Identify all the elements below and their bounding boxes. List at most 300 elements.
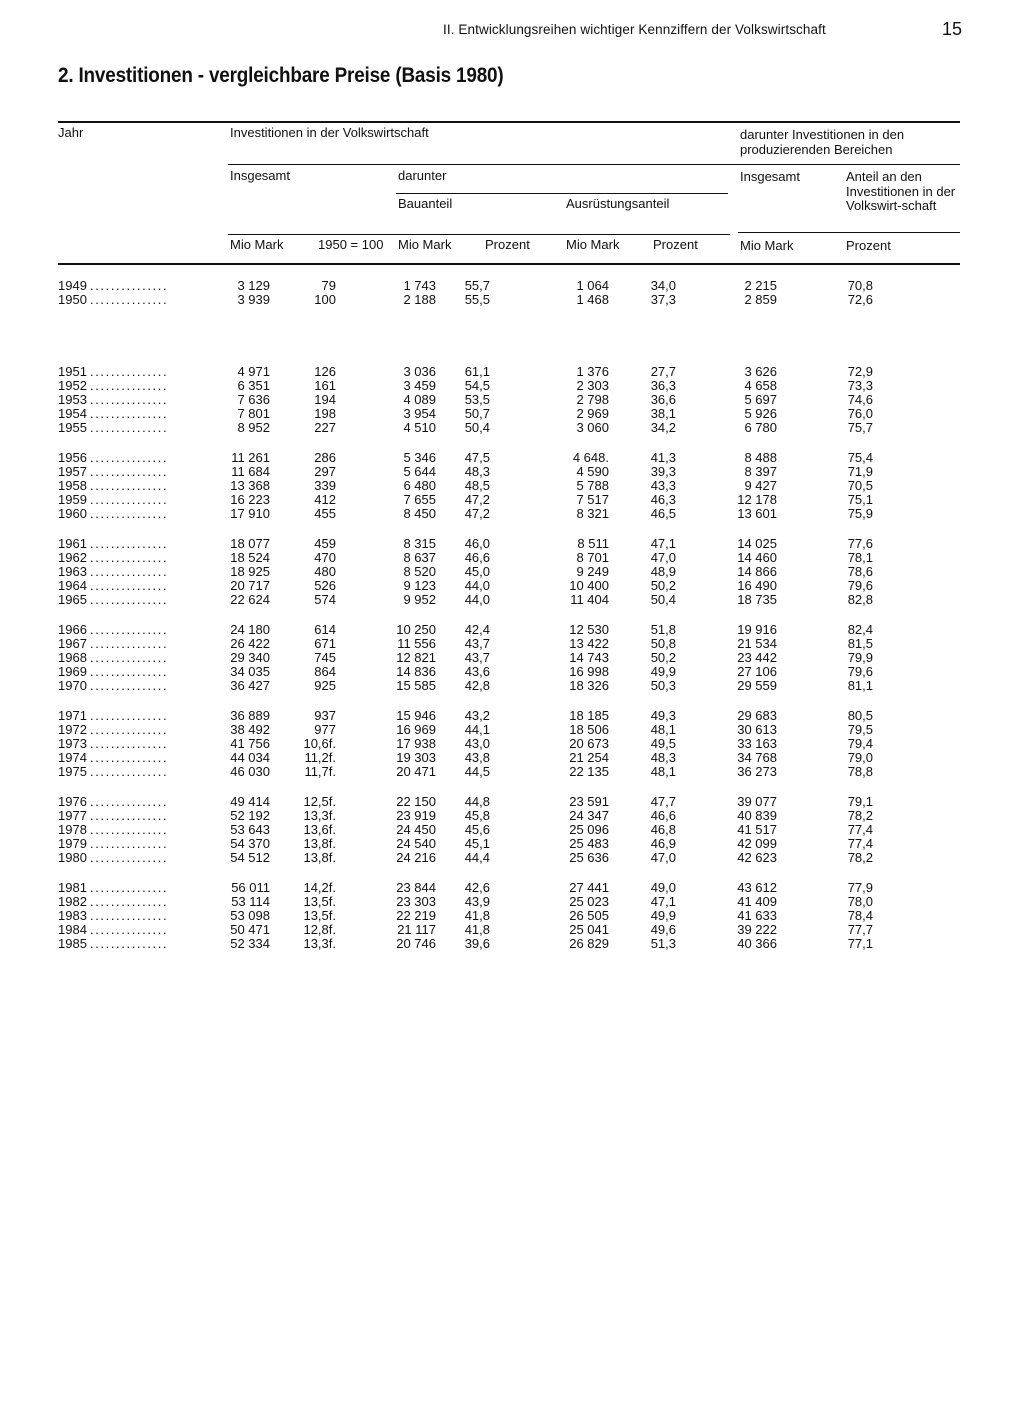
year-cell: 1951: [58, 364, 87, 379]
index-1950-cell: 864: [314, 664, 336, 679]
produzierend-insgesamt-cell: 14 025: [737, 536, 777, 551]
index-1950-cell: 79: [321, 278, 336, 293]
ausruestung-mio-mark-cell: 8 701: [576, 550, 609, 565]
unit-mio-mark-produzierend: Mio Mark: [740, 238, 794, 253]
bauanteil-prozent-cell: 47,5: [464, 450, 490, 465]
table-row: [0, 407, 1024, 421]
bauanteil-mio-mark-cell: 4 510: [403, 420, 436, 435]
investitionen-insgesamt-cell: 53 643: [230, 822, 270, 837]
row-group: [0, 451, 1024, 537]
produzierend-insgesamt-cell: 8 397: [744, 464, 777, 479]
ausruestung-prozent-cell: 50,4: [650, 592, 676, 607]
table-row: [0, 479, 1024, 493]
bauanteil-mio-mark-cell: 4 089: [403, 392, 436, 407]
produzierend-insgesamt-cell: 8 488: [744, 450, 777, 465]
bauanteil-prozent-cell: 44,4: [464, 850, 490, 865]
ausruestung-mio-mark-cell: 3 060: [576, 420, 609, 435]
anteil-prozent-cell: 79,6: [847, 578, 873, 593]
dot-leader: ...............: [90, 850, 169, 865]
index-1950-cell: 937: [314, 708, 336, 723]
anteil-prozent-cell: 77,4: [847, 822, 873, 837]
table-row: [0, 451, 1024, 465]
ausruestung-mio-mark-cell: 18 326: [569, 678, 609, 693]
index-1950-cell: 12,8f.: [303, 922, 336, 937]
bauanteil-mio-mark-cell: 22 150: [396, 794, 436, 809]
bauanteil-mio-mark-cell: 3 036: [403, 364, 436, 379]
ausruestung-mio-mark-cell: 2 969: [576, 406, 609, 421]
table-row: [0, 537, 1024, 551]
ausruestung-prozent-cell: 48,1: [650, 764, 676, 779]
header-darunter: darunter: [398, 168, 447, 183]
bauanteil-mio-mark-cell: 5 346: [403, 450, 436, 465]
investitionen-insgesamt-cell: 44 034: [230, 750, 270, 765]
table-body: [0, 279, 1024, 967]
bauanteil-prozent-cell: 44,1: [464, 722, 490, 737]
table-top-rule: [58, 121, 960, 123]
dot-leader: ...............: [90, 492, 169, 507]
anteil-prozent-cell: 77,6: [847, 536, 873, 551]
ausruestung-mio-mark-cell: 8 511: [577, 536, 609, 551]
unit-index-1950: 1950 = 100: [318, 237, 384, 252]
bauanteil-prozent-cell: 42,4: [464, 622, 490, 637]
bauanteil-prozent-cell: 50,4: [464, 420, 490, 435]
bauanteil-mio-mark-cell: 21 117: [397, 922, 436, 937]
ausruestung-prozent-cell: 49,5: [650, 736, 676, 751]
dot-leader: ...............: [90, 894, 169, 909]
bauanteil-mio-mark-cell: 8 520: [403, 564, 436, 579]
produzierend-insgesamt-cell: 19 916: [737, 622, 777, 637]
investitionen-insgesamt-cell: 53 098: [230, 908, 270, 923]
table-row: [0, 937, 1024, 951]
index-1950-cell: 286: [314, 450, 336, 465]
bauanteil-mio-mark-cell: 10 250: [396, 622, 436, 637]
row-group: [0, 881, 1024, 967]
year-cell: 1963: [58, 564, 87, 579]
unit-mio-mark-insgesamt: Mio Mark: [230, 237, 284, 252]
index-1950-cell: 13,3f.: [303, 808, 336, 823]
rule-under-darunter: [396, 193, 728, 194]
produzierend-insgesamt-cell: 29 683: [737, 708, 777, 723]
produzierend-insgesamt-cell: 41 633: [737, 908, 777, 923]
table-row: [0, 737, 1024, 751]
year-cell: 1952: [58, 378, 87, 393]
year-cell: 1970: [58, 678, 87, 693]
investitionen-insgesamt-cell: 18 077: [230, 536, 270, 551]
ausruestung-prozent-cell: 47,1: [650, 536, 676, 551]
dot-leader: ...............: [90, 922, 169, 937]
produzierend-insgesamt-cell: 12 178: [737, 492, 777, 507]
dot-leader: ...............: [90, 392, 169, 407]
dot-leader: ...............: [90, 636, 169, 651]
ausruestung-mio-mark-cell: 26 829: [569, 936, 609, 951]
bauanteil-prozent-cell: 48,3: [464, 464, 490, 479]
year-cell: 1960: [58, 506, 87, 521]
ausruestung-prozent-cell: 37,3: [650, 292, 676, 307]
bauanteil-prozent-cell: 45,1: [464, 836, 490, 851]
table-row: [0, 637, 1024, 651]
investitionen-insgesamt-cell: 26 422: [230, 636, 270, 651]
index-1950-cell: 13,8f.: [303, 850, 336, 865]
dot-leader: ...............: [90, 764, 169, 779]
ausruestung-prozent-cell: 34,0: [650, 278, 676, 293]
bauanteil-prozent-cell: 46,0: [464, 536, 490, 551]
ausruestung-mio-mark-cell: 25 636: [569, 850, 609, 865]
produzierend-insgesamt-cell: 6 780: [744, 420, 777, 435]
running-head: II. Entwicklungsreihen wichtiger Kennziffern der Volkswirtschaft: [443, 22, 826, 37]
year-cell: 1978: [58, 822, 87, 837]
investitionen-insgesamt-cell: 11 261: [231, 450, 270, 465]
investitionen-insgesamt-cell: 24 180: [230, 622, 270, 637]
year-cell: 1955: [58, 420, 87, 435]
anteil-prozent-cell: 78,0: [847, 894, 873, 909]
table-row: [0, 279, 1024, 293]
table-row: [0, 851, 1024, 865]
anteil-prozent-cell: 72,6: [847, 292, 873, 307]
dot-leader: ...............: [90, 550, 169, 565]
bauanteil-prozent-cell: 43,7: [464, 636, 490, 651]
year-cell: 1972: [58, 722, 87, 737]
index-1950-cell: 13,5f.: [303, 908, 336, 923]
table-row: [0, 823, 1024, 837]
investitionen-insgesamt-cell: 54 512: [230, 850, 270, 865]
investitionen-insgesamt-cell: 22 624: [230, 592, 270, 607]
index-1950-cell: 455: [314, 506, 336, 521]
produzierend-insgesamt-cell: 14 460: [737, 550, 777, 565]
year-cell: 1981: [58, 880, 87, 895]
ausruestung-mio-mark-cell: 2 303: [576, 378, 609, 393]
bauanteil-prozent-cell: 44,5: [464, 764, 490, 779]
bauanteil-prozent-cell: 41,8: [464, 922, 490, 937]
investitionen-insgesamt-cell: 3 129: [237, 278, 270, 293]
bauanteil-prozent-cell: 45,0: [464, 564, 490, 579]
anteil-prozent-cell: 82,8: [847, 592, 873, 607]
bauanteil-mio-mark-cell: 8 315: [403, 536, 436, 551]
dot-leader: ...............: [90, 464, 169, 479]
anteil-prozent-cell: 72,9: [847, 364, 873, 379]
header-insgesamt-produzierend: Insgesamt: [740, 169, 800, 184]
investitionen-insgesamt-cell: 54 370: [230, 836, 270, 851]
year-cell: 1959: [58, 492, 87, 507]
table-row: [0, 809, 1024, 823]
ausruestung-mio-mark-cell: 25 096: [569, 822, 609, 837]
header-bauanteil: Bauanteil: [398, 196, 453, 211]
ausruestung-mio-mark-cell: 10 400: [569, 578, 609, 593]
bauanteil-mio-mark-cell: 15 946: [396, 708, 436, 723]
index-1950-cell: 198: [314, 406, 336, 421]
ausruestung-prozent-cell: 47,7: [650, 794, 676, 809]
year-cell: 1974: [58, 750, 87, 765]
index-1950-cell: 470: [314, 550, 336, 565]
year-cell: 1980: [58, 850, 87, 865]
investitionen-insgesamt-cell: 52 334: [230, 936, 270, 951]
bauanteil-prozent-cell: 43,2: [464, 708, 490, 723]
ausruestung-prozent-cell: 51,8: [650, 622, 676, 637]
produzierend-insgesamt-cell: 42 623: [737, 850, 777, 865]
investitionen-insgesamt-cell: 6 351: [237, 378, 270, 393]
dot-leader: ...............: [90, 808, 169, 823]
ausruestung-prozent-cell: 46,6: [650, 808, 676, 823]
dot-leader: ...............: [90, 936, 169, 951]
ausruestung-prozent-cell: 38,1: [650, 406, 676, 421]
ausruestung-prozent-cell: 46,3: [650, 492, 676, 507]
table-row: [0, 565, 1024, 579]
anteil-prozent-cell: 79,5: [847, 722, 873, 737]
bauanteil-mio-mark-cell: 8 637: [403, 550, 436, 565]
bauanteil-mio-mark-cell: 9 952: [403, 592, 436, 607]
ausruestung-prozent-cell: 49,9: [650, 908, 676, 923]
bauanteil-mio-mark-cell: 19 303: [396, 750, 436, 765]
ausruestung-prozent-cell: 50,8: [650, 636, 676, 651]
anteil-prozent-cell: 77,7: [847, 922, 873, 937]
dot-leader: ...............: [90, 406, 169, 421]
bauanteil-prozent-cell: 43,6: [464, 664, 490, 679]
ausruestung-prozent-cell: 48,9: [650, 564, 676, 579]
bauanteil-prozent-cell: 48,5: [464, 478, 490, 493]
dot-leader: ...............: [90, 822, 169, 837]
produzierend-insgesamt-cell: 42 099: [737, 836, 777, 851]
year-cell: 1966: [58, 622, 87, 637]
investitionen-insgesamt-cell: 36 889: [230, 708, 270, 723]
year-cell: 1956: [58, 450, 87, 465]
produzierend-insgesamt-cell: 18 735: [737, 592, 777, 607]
table-row: [0, 923, 1024, 937]
bauanteil-prozent-cell: 39,6: [464, 936, 490, 951]
dot-leader: ...............: [90, 736, 169, 751]
bauanteil-mio-mark-cell: 3 459: [403, 378, 436, 393]
table-row: [0, 679, 1024, 693]
table-row: [0, 881, 1024, 895]
bauanteil-mio-mark-cell: 5 644: [403, 464, 436, 479]
anteil-prozent-cell: 74,6: [847, 392, 873, 407]
index-1950-cell: 574: [314, 592, 336, 607]
ausruestung-mio-mark-cell: 9 249: [576, 564, 609, 579]
table-row: [0, 593, 1024, 607]
index-1950-cell: 745: [314, 650, 336, 665]
bauanteil-mio-mark-cell: 11 556: [397, 636, 436, 651]
ausruestung-prozent-cell: 47,0: [650, 550, 676, 565]
ausruestung-mio-mark-cell: 8 321: [576, 506, 609, 521]
bauanteil-mio-mark-cell: 23 844: [396, 880, 436, 895]
investitionen-insgesamt-cell: 53 114: [231, 894, 270, 909]
bauanteil-mio-mark-cell: 8 450: [403, 506, 436, 521]
anteil-prozent-cell: 73,3: [847, 378, 873, 393]
index-1950-cell: 412: [314, 492, 336, 507]
ausruestung-mio-mark-cell: 20 673: [569, 736, 609, 751]
anteil-prozent-cell: 77,1: [847, 936, 873, 951]
index-1950-cell: 11,7f.: [304, 764, 336, 779]
bauanteil-prozent-cell: 55,5: [464, 292, 490, 307]
index-1950-cell: 671: [314, 636, 336, 651]
ausruestung-mio-mark-cell: 1 376: [576, 364, 609, 379]
bauanteil-prozent-cell: 42,6: [464, 880, 490, 895]
investitionen-insgesamt-cell: 46 030: [230, 764, 270, 779]
table-row: [0, 895, 1024, 909]
dot-leader: ...............: [90, 592, 169, 607]
bauanteil-mio-mark-cell: 22 219: [396, 908, 436, 923]
investitionen-insgesamt-cell: 52 192: [230, 808, 270, 823]
produzierend-insgesamt-cell: 13 601: [737, 506, 777, 521]
year-cell: 1964: [58, 578, 87, 593]
investitionen-insgesamt-cell: 8 952: [237, 420, 270, 435]
ausruestung-prozent-cell: 49,9: [650, 664, 676, 679]
produzierend-insgesamt-cell: 2 215: [744, 278, 777, 293]
year-cell: 1983: [58, 908, 87, 923]
dot-leader: ...............: [90, 664, 169, 679]
anteil-prozent-cell: 75,1: [847, 492, 873, 507]
produzierend-insgesamt-cell: 5 926: [744, 406, 777, 421]
dot-leader: ...............: [90, 364, 169, 379]
dot-leader: ...............: [90, 622, 169, 637]
ausruestung-prozent-cell: 48,1: [650, 722, 676, 737]
dot-leader: ...............: [90, 908, 169, 923]
year-cell: 1982: [58, 894, 87, 909]
investitionen-insgesamt-cell: 56 011: [231, 880, 270, 895]
bauanteil-mio-mark-cell: 12 821: [396, 650, 436, 665]
year-cell: 1984: [58, 922, 87, 937]
ausruestung-mio-mark-cell: 7 517: [576, 492, 609, 507]
anteil-prozent-cell: 81,5: [847, 636, 873, 651]
produzierend-insgesamt-cell: 39 077: [737, 794, 777, 809]
table-row: [0, 465, 1024, 479]
dot-leader: ...............: [90, 420, 169, 435]
dot-leader: ...............: [90, 678, 169, 693]
anteil-prozent-cell: 78,2: [847, 808, 873, 823]
rule-under-insgesamt-pb: [738, 232, 960, 233]
anteil-prozent-cell: 70,8: [847, 278, 873, 293]
header-anteil: Anteil an den Investitionen in der Volkswirt-schaft: [846, 169, 956, 213]
investitionen-insgesamt-cell: 7 636: [237, 392, 270, 407]
year-cell: 1968: [58, 650, 87, 665]
row-group: [0, 795, 1024, 881]
bauanteil-prozent-cell: 41,8: [464, 908, 490, 923]
ausruestung-mio-mark-cell: 14 743: [569, 650, 609, 665]
investitionen-insgesamt-cell: 16 223: [230, 492, 270, 507]
table-row: [0, 293, 1024, 307]
year-cell: 1953: [58, 392, 87, 407]
dot-leader: ...............: [90, 578, 169, 593]
index-1950-cell: 925: [314, 678, 336, 693]
dot-leader: ...............: [90, 836, 169, 851]
table-row: [0, 765, 1024, 779]
ausruestung-prozent-cell: 50,2: [650, 650, 676, 665]
index-1950-cell: 11,2f.: [304, 750, 336, 765]
row-group: [0, 365, 1024, 451]
investitionen-insgesamt-cell: 7 801: [237, 406, 270, 421]
index-1950-cell: 977: [314, 722, 336, 737]
index-1950-cell: 12,5f.: [303, 794, 336, 809]
bauanteil-prozent-cell: 43,8: [464, 750, 490, 765]
bauanteil-mio-mark-cell: 23 303: [396, 894, 436, 909]
investitionen-insgesamt-cell: 11 684: [231, 464, 270, 479]
year-cell: 1954: [58, 406, 87, 421]
ausruestung-mio-mark-cell: 21 254: [569, 750, 609, 765]
dot-leader: ...............: [90, 650, 169, 665]
produzierend-insgesamt-cell: 5 697: [744, 392, 777, 407]
bauanteil-mio-mark-cell: 3 954: [403, 406, 436, 421]
produzierend-insgesamt-cell: 23 442: [737, 650, 777, 665]
table-row: [0, 751, 1024, 765]
table-row: [0, 837, 1024, 851]
index-1950-cell: 161: [314, 378, 336, 393]
index-1950-cell: 14,2f.: [303, 880, 336, 895]
anteil-prozent-cell: 78,8: [847, 764, 873, 779]
anteil-prozent-cell: 77,9: [847, 880, 873, 895]
ausruestung-mio-mark-cell: 16 998: [569, 664, 609, 679]
year-cell: 1985: [58, 936, 87, 951]
year-cell: 1976: [58, 794, 87, 809]
year-cell: 1961: [58, 536, 87, 551]
rule-under-volkswirtschaft: [228, 164, 960, 165]
bauanteil-mio-mark-cell: 24 216: [396, 850, 436, 865]
ausruestung-mio-mark-cell: 18 185: [569, 708, 609, 723]
dot-leader: ...............: [90, 450, 169, 465]
index-1950-cell: 297: [314, 464, 336, 479]
header-volkswirtschaft: Investitionen in der Volkswirtschaft: [230, 125, 429, 140]
bauanteil-prozent-cell: 61,1: [464, 364, 490, 379]
ausruestung-mio-mark-cell: 1 064: [576, 278, 609, 293]
row-group: [0, 709, 1024, 795]
produzierend-insgesamt-cell: 34 768: [737, 750, 777, 765]
ausruestung-mio-mark-cell: 18 506: [569, 722, 609, 737]
bauanteil-mio-mark-cell: 16 969: [396, 722, 436, 737]
dot-leader: ...............: [90, 506, 169, 521]
table-row: [0, 393, 1024, 407]
dot-leader: ...............: [90, 750, 169, 765]
ausruestung-prozent-cell: 46,5: [650, 506, 676, 521]
produzierend-insgesamt-cell: 30 613: [737, 722, 777, 737]
ausruestung-mio-mark-cell: 26 505: [569, 908, 609, 923]
bauanteil-mio-mark-cell: 15 585: [396, 678, 436, 693]
index-1950-cell: 194: [314, 392, 336, 407]
investitionen-insgesamt-cell: 38 492: [230, 722, 270, 737]
ausruestung-prozent-cell: 39,3: [650, 464, 676, 479]
bauanteil-mio-mark-cell: 2 188: [403, 292, 436, 307]
ausruestung-prozent-cell: 47,1: [650, 894, 676, 909]
produzierend-insgesamt-cell: 43 612: [737, 880, 777, 895]
anteil-prozent-cell: 78,4: [847, 908, 873, 923]
anteil-prozent-cell: 78,2: [847, 850, 873, 865]
investitionen-insgesamt-cell: 29 340: [230, 650, 270, 665]
anteil-prozent-cell: 81,1: [847, 678, 873, 693]
year-cell: 1977: [58, 808, 87, 823]
produzierend-insgesamt-cell: 16 490: [737, 578, 777, 593]
year-cell: 1950: [58, 292, 87, 307]
ausruestung-mio-mark-cell: 22 135: [569, 764, 609, 779]
anteil-prozent-cell: 78,1: [847, 550, 873, 565]
ausruestung-mio-mark-cell: 5 788: [576, 478, 609, 493]
table-row: [0, 551, 1024, 565]
ausruestung-prozent-cell: 47,0: [650, 850, 676, 865]
investitionen-insgesamt-cell: 49 414: [230, 794, 270, 809]
row-group: [0, 623, 1024, 709]
investitionen-insgesamt-cell: 3 939: [237, 292, 270, 307]
produzierend-insgesamt-cell: 41 409: [737, 894, 777, 909]
header-jahr: Jahr: [58, 125, 84, 140]
index-1950-cell: 10,6f.: [303, 736, 336, 751]
year-cell: 1971: [58, 708, 87, 723]
bauanteil-prozent-cell: 44,0: [464, 578, 490, 593]
page-number: 15: [942, 19, 963, 39]
index-1950-cell: 13,6f.: [303, 822, 336, 837]
bauanteil-mio-mark-cell: 17 938: [396, 736, 436, 751]
investitionen-insgesamt-cell: 13 368: [230, 478, 270, 493]
table-row: [0, 493, 1024, 507]
index-1950-cell: 614: [314, 622, 336, 637]
ausruestung-mio-mark-cell: 25 483: [569, 836, 609, 851]
produzierend-insgesamt-cell: 39 222: [737, 922, 777, 937]
table-row: [0, 579, 1024, 593]
index-1950-cell: 526: [314, 578, 336, 593]
